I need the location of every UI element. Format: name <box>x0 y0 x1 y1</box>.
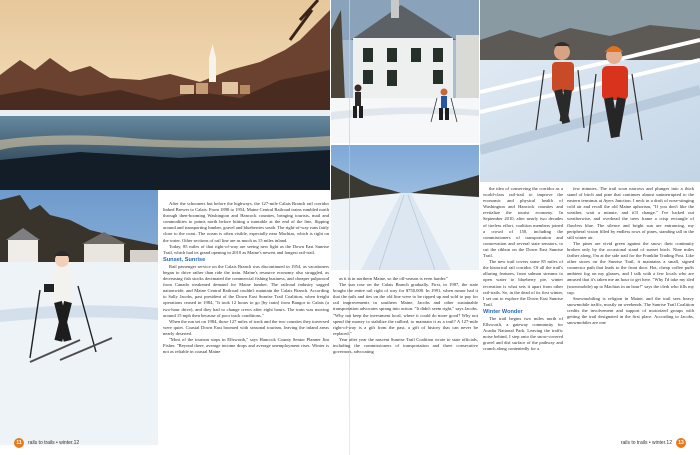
left-column-b <box>333 276 478 355</box>
footer-right <box>621 438 686 448</box>
paragraph: "Most of the tourism stops in Ellsworth," says Hancock County Senior Planner Jim Fisher. "Beyond there, average income drops and average unemployment rises. Winter is not as reliable in coastal Maine <box>163 336 329 355</box>
paragraph: The trail begins two miles north of Ellsworth, a gateway community for Acadia National Park. Leaving the traffic noise behind, I step onto the snow-covered gravel and dirt surface of the pathway and crunch along contentedly for a <box>483 315 563 352</box>
right-column-b <box>567 186 694 326</box>
paragraph: Year after year the nascent Sunrise Trail Coalition wrote to state officials, including the commissioners of transportation and three consecutive governors, advocating <box>333 336 478 355</box>
page-number-right: 13 <box>676 438 686 448</box>
paragraph: the idea of conserving the corridor as a world-class rail-trail to improve the economic and physical health of Washington and Hancock counties and revitalize the tourist economy. In September 2010, after nearly two decades of tireless effort, coalition members joined a crowd of 150, including the commissioners of transportation and conservation and several state senators, to cut the ribbon on the Down East Sunrise Trail. <box>483 186 563 259</box>
photo-couple-skiing <box>480 0 700 182</box>
paragraph: The sun rose on the Calais Branch gradually. First, in 1987, the state bought the entire rail right of way for $750,000. In 1991, when rumor had it that the rails and ties on the old line were to be ripped up and sold to pay for rail improvements in southern Maine, Jacobs and other sustainable transportation advocates sprang into action. "It didn't seem right," says Jacobs. "Why not keep the investment local, where it could do more good? Why not spend the money to stabilize the railbed, to maintain it as a trail? A 127-mile right-of-way is a gift from the past, a gift of history that can never be replaced." <box>333 282 478 336</box>
footer-right-text: rails to trails • winter.12 <box>620 440 672 446</box>
paragraph: The new trail covers some 85 miles of the historical rail corridor. Of all the trail's alluring features, from salmon streams to open water to blueberry pie, winter recreation is what sets it apart from other rail-trails. So, in the dead of its first winter, I set out to explore the Down East Sunrise Trail. <box>483 259 563 307</box>
footer-left-text: rails to trails • winter.12 <box>28 440 80 446</box>
page-number-left: 11 <box>14 438 24 448</box>
paragraph: Today, 85 miles of that right-of-way are seeing new light as the Down East Sunrise Trail, which had its grand opening in 2010 as Maine's newest and longest rail-trail. <box>163 243 329 255</box>
photo-farmhouse-skiers <box>331 0 479 143</box>
paragraph: Snowmobiling is religion in Maine, and the trail sees heavy snowmobile traffic, mostly on weekends. The Sunrise Trail Coalition credits the involvement and support of motorized groups with getting the trail designated in the first place. According to Jacobs, snowmobiles are one <box>567 295 694 326</box>
subhead-winter-wonder: Winter Wonder <box>483 308 523 315</box>
paragraph: When the run set on 1984, those 127 miles of track and the two counties they traversed were quiet. Coastal Down East boomed with seasonal tourism, leaving the inland areas nearly deserted. <box>163 318 329 336</box>
right-column-a <box>483 186 563 352</box>
page-spine <box>349 0 350 455</box>
paragraph: few minutes. The trail soon narrows and plunges into a thick stand of birch and pine that continues almost uninterrupted to the eastern terminus at Ayers Junction. I neck in a draft of nose-stinging cold air and recall the old Maine aphorism, "If you don't like the weather, wait a minute, and it'll change." I've lucked out weatherwise, and overhead the trees frame a crisp rectangle of flawless blue. The silence and bright sun are entrancing, my peripheral vision filled by endless rows of pines, standing tall in the still winter air. <box>567 186 694 240</box>
paragraph: Rail passenger service on the Calais Branch was discontinued in 1954, as vacationers began to drive rather than ride the train. Maine's resource economy also struggled, as decreasing fish stocks decimated the commercial fishing business, and cheaper pulpwood from Canada weakened demand for Maine lumber. The railroad industry sagged nationwide, and Maine Central Railroad couldn't maintain the Calais Branch. According to Sally Jacobs, past president of the Down East Sunrise Trail Coalition, when freight operations ceased in 1984, "It took 12 hours to go [by train] from Bangor to Calais (a two-hour drive), and they had to change crews after eight hours. The train was moving around 15 mph then because of poor track conditions." <box>163 263 329 318</box>
footer-left <box>14 438 79 448</box>
left-column-a <box>163 201 329 355</box>
paragraph: as it is in northern Maine, so the off-season is even harder." <box>339 276 449 281</box>
subhead-sunset-sunrise: Sunset, Sunrise <box>163 256 206 263</box>
photo-snowy-trail <box>331 145 479 270</box>
paragraph: The pines are vivid green against the snow; their continuity broken only by the occasional stand of sunset birch. Nine miles farther along, I'm at the side trail for the Franklin Trading Post. Like other stores on the Sunrise Trail, it maintains a small, signed connector path that leads to the front door. Hot, cheap coffee puffs ambient fog on my glasses, and I talk with a few locals who are amused that it's taken me an hour to get here. "Why I'd take my sled (snowmobile) up to Machias in an hour!" says the clerk who fills my cup. <box>567 240 694 295</box>
photo-harbor-village <box>0 0 330 190</box>
paragraph: After the schooners but before the highways, the 127-mile Calais Branch rail corridor linked Brewer to Calais. From 1898 to 1954, Maine Central Railroad trains rumbled north through then-booming Washington and Hancock counties, bringing tourists, mail and commodities to points north before hitting a turntable at the end of the line, flipping around and transporting lumber, gravel and blueberries south. The right-of-way runs fairly close to the coast. The ocean is often visible, especially near Machias, which is right on the water. Other sections of rail line are as much as 15 miles inland. <box>163 201 329 243</box>
photo-child-skiing <box>0 190 158 445</box>
